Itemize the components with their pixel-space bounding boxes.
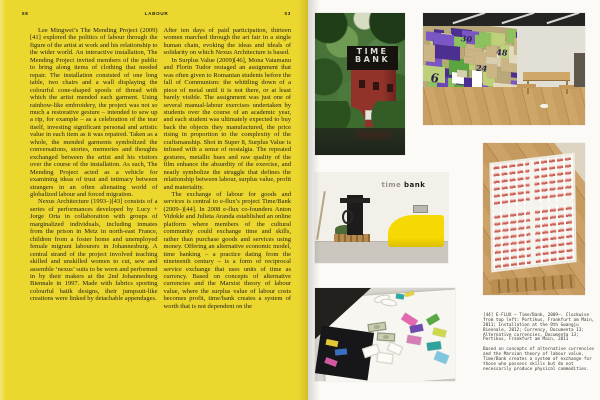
wood-floor [423,87,585,125]
small-item [396,293,405,299]
running-header [22,11,291,16]
photo-alternative-currencies-table [315,288,455,381]
ceiling-light [501,13,534,24]
poster-note [435,44,460,61]
poster-note [434,32,454,46]
bench [517,84,536,88]
denomination-number: 6 [430,70,439,86]
running-title: LABOUR [144,11,169,16]
poster-note [457,69,468,77]
wall-text-time: time [381,181,402,190]
caption-block [483,314,597,378]
paragraph: Based on concepts of alternative currencies and the Marxian theory of labour value, Time/Bank creates a system of exchange for those who possess skills but do not necessarily produce physical commodities. [483,347,595,372]
banknote-bundles [489,153,576,273]
ceiling-light [453,13,486,24]
photo-gwangju-installation [423,13,585,125]
time-bank-sign [347,46,397,70]
poster-note [487,63,497,78]
computer-monitor [413,205,428,213]
text-columns [30,27,291,310]
chapter-number: 03 [284,11,291,16]
printing-press [347,195,363,236]
text-column-2 [164,27,292,310]
yellow-desk [388,215,444,247]
sign-line-1: TIME [356,46,389,56]
photo-portikus-interior [315,173,448,263]
poster-note [464,56,474,64]
bird-sculpture [540,104,548,108]
paragraph: The exchange of labour for goods and services is central to e-flux’s project Time/Bank (2009–)[44]. In 2008 e-flux co-founders Anton Vidokle and Julieta Aranda established an online platform where members of the cultural community could exchange time and skills, rather than purchase goods and services using money. Offering an alternative economic model, time banking – a practice dating from the nineteenth century – is a form of reciprocal service exchange that uses units of time as currency. Based on concepts of alternative currencies and the Marxist theory of labour value, where the surplus value of labour costs becomes profit, time/bank creates a system of worth that is not dependent on the [163,190,291,310]
cabinet [574,53,585,87]
paragraph: Nexus Architecture (1993–)[43] consists of a series of performances developed by Lucy + Jorge Orta in collaboration with groups of marginalized individuals, including inmates from the prison in Metz in north-east France, children from a foster home and unemployed female migrant labourers in Johannesburg. A central strand of the project involved teaching skilled and unskilled women to cut, sew and assemble ‘nexus’ suits to be worn and performed in by their makers at the 2nd Johannesburg Biennale in 1997. Made with fabrics sporting colourful batik designs, their jumpsuit-like creations were linked by detachable appendages. [30,198,158,303]
paragraph: [44] E-FLUX – Time/Bank, 2009–. Clockwise from top left: Portikus, Frankfurt am Main, 2011; Installation at the 9th Gwangju Biennale, 2012; Currency, Documenta 13; Alternative currencies, Documenta 13; Portikus, Frankfurt am Main, 2011 [483,313,595,343]
water [315,128,405,155]
text-column-1 [30,27,158,310]
gallery-ceiling [423,13,585,26]
page-number: 58 [22,11,29,16]
paragraph: Lee Mingwei’s The Mending Project (2009)[41] explored the politics of labour through the figure of the artist at work and his relationship to the wider world. An interactive installation, The Mending Project invited members of the public to bring along items of clothing that needed repair. The installation consisted of one long table, two chairs and a wall displaying the colourful cone-shaped spools of thread with which the artist mended each garment. Using rainbow-like embroidery, the project was not so much a restorative gesture – intended to sew up a rip, for example – as a celebration of the tear itself, investing significant personal and artistic value in each item as it was repaired. Taken as a whole, the mended garments symbolized the conversations, stories, memories and thoughts exchanged between the artist and his visitors over the course of the installation. As such, The Mending Project acted as a vehicle for examining ideas of trust and intimacy between strangers in an often alienating world of globalized labour and forced migration. [30,27,158,198]
denomination-number: 48 [496,46,508,58]
photo-currency-pallet [483,143,585,295]
denomination-number: 24 [476,62,488,74]
poster-note [424,43,435,61]
right-page [308,0,600,400]
dollar-bill [376,332,395,341]
wooden-pallet [334,234,370,242]
wall-text-bank: bank [404,181,426,190]
poster-note [479,31,491,45]
ceiling-light [547,13,580,24]
wooden-pallet [491,274,575,293]
time-bank-wall-text [382,181,426,189]
photo-time-bank-building [315,13,405,155]
wooden-table [523,72,570,80]
sign-line-2: BANK [354,55,391,65]
paragraph: In Surplus Value (2009)[46], Mona Vatamanu and Florin Tudor restaged an assignment that was often given to Romanian students before the fall of Communism: the whittling down of a piece of metal until it is not there, or at least barely visible. The assignment was just one of several manual-labour exercises undertaken by students over the course of an academic year, and each student was ultimately expected to buy back the objects they manufactured, the price rising in proportion to the complexity of the craftsmanship. Shot in Super 8, Surplus Value is infused with a sense of nostalgia. The repeated gestures, metallic hues and raw quality of the film enhance the absurdity of the exercise, and neatly symbolize the struggle that defines the relationship between labour, surplus value, profit and materiality. [163,56,291,191]
broom [317,191,327,239]
denomination-number: 30 [460,32,473,44]
paragraph: After ten days of paid participation, thirteen women marched through the art fair in a single human chain, evoking the ideas and ideals of solidarity on which Nexus Architecture is based. [163,27,291,57]
